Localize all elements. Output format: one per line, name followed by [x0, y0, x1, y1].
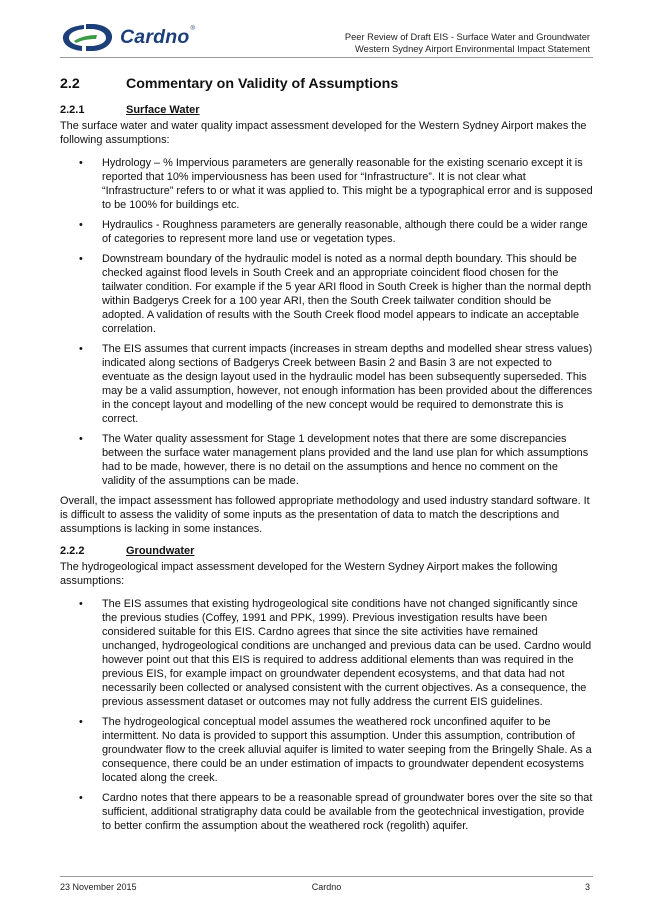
list-item: • Downstream boundary of the hydraulic model is noted as a normal depth boundary. This should be checked against flood levels in South Creek and an appropriate coincident flood chosen for the tailwater condition. For example if the 5 year ARI flood in South Creek is higher than the normal depth within Badgerys Creek for a 100 year ARI, then the South Creek tailwater condition should be adopted. A validation of results with the South Creek flood model appears to indicate an acceptable correlation.	[79, 253, 592, 335]
bullet-icon: •	[79, 219, 83, 231]
footer-date: 23 November 2015	[60, 882, 137, 892]
surface-water-conclusion: Overall, the impact assessment has followed appropriate methodology and used industry standard software. It is difficult to assess the validity of some inputs as the presentation of data to match the descriptions and assumptions is lacking in some instances.	[60, 495, 590, 535]
section-heading	[60, 76, 593, 92]
logo-registered-mark: ®	[190, 26, 195, 32]
bullet-icon: •	[79, 598, 83, 610]
subsection-number: 2.2.1	[60, 104, 85, 116]
bullet-icon: •	[79, 343, 83, 355]
list-item: • Cardno notes that there appears to be a reasonable spread of groundwater bores over the site so that sufficient, additional stratigraphy data could be available from the geotechnical investigation, provide to better confirm the assumption about the weathered rock (regolith) aquifer.	[79, 792, 593, 832]
document-header-title	[345, 32, 590, 55]
subsection-title: Groundwater	[126, 545, 195, 557]
bullet-icon: •	[79, 157, 83, 169]
list-item: • The hydrogeological conceptual model assumes the weathered rock unconfined aquifer to be intermittent. No data is provided to support this assumption. Under this assumption, contribution of groundwater flow to the creek alluvial aquifer is limited to water seeping from the Bringelly Shale. As a consequence, there could be an under estimation of impacts to groundwater dependent ecosystems located along the creek.	[79, 716, 592, 784]
footer-company: Cardno	[311, 882, 342, 892]
groundwater-intro: The hydrogeological impact assessment developed for the Western Sydney Airport makes the following assumptions:	[60, 561, 558, 587]
footer-divider	[60, 876, 593, 877]
list-item: • The Water quality assessment for Stage 1 development notes that there are some discrepancies between the surface water management plans provided and the land use plan for which assumptions had to be made, however, there is no detail on the assumptions and hence no comment on the validity of the assumptions can be made.	[79, 433, 589, 487]
header-title-line-2: Western Sydney Airport Environmental Impact Statement	[355, 43, 590, 54]
bullet-icon: •	[79, 716, 83, 728]
page-content	[60, 76, 593, 839]
bullet-icon: •	[79, 433, 83, 445]
subsection-heading-surface-water	[60, 104, 593, 116]
subsection-heading-groundwater	[60, 545, 593, 557]
groundwater-assumptions-list	[60, 597, 593, 833]
list-item: • Hydraulics - Roughness parameters are generally reasonable, although there could be a wider range of categories to represent more land use or vegetation types.	[79, 219, 588, 245]
logo-wordmark: Cardno	[120, 25, 190, 48]
section-number: 2.2	[60, 76, 80, 92]
surface-water-assumptions-list	[60, 156, 593, 488]
list-item: • Hydrology – % Impervious parameters are generally reasonable for the existing scenario except it is reported that 10% imperviousness has been used for “Infrastructure”. It is not clear what “Infrastructure” refers to or what it was applied to. This might be a typographical error and is supposed to be 100% for buildings etc.	[79, 157, 593, 211]
cardno-logo	[60, 20, 210, 54]
subsection-title: Surface Water	[126, 104, 200, 116]
list-item: • The EIS assumes that existing hydrogeological site conditions have not changed significantly since the previous studies (Coffey, 1991 and PPK, 1999). Previous investigation results have been considered suitable for this EIS. Cardno agrees that since the site activities have remained unchanged, hydrogeological conditions are unchanged and previous data can be used. Cardno would however point out that this EIS is required to address additional elements than was required in the previous EIS, for example impact on groundwater dependent ecosystems, and that data had not necessarily been collected or analysed consistent with the current objectives. As a consequence, the previous assessment dataset or outcomes may not fully address the current EIS guidelines.	[79, 598, 592, 708]
surface-water-intro: The surface water and water quality impact assessment developed for the Western Sydney Airport makes the following assumptions:	[60, 120, 587, 146]
header-title-line-1: Peer Review of Draft EIS - Surface Water and Groundwater	[344, 32, 590, 42]
page-number: 3	[584, 882, 590, 892]
bullet-icon: •	[79, 253, 83, 265]
subsection-number: 2.2.2	[60, 545, 85, 557]
cardno-swoosh-icon	[60, 20, 116, 54]
section-title: Commentary on Validity of Assumptions	[126, 76, 399, 92]
header-divider	[60, 57, 593, 58]
bullet-icon: •	[79, 792, 83, 804]
list-item: • The EIS assumes that current impacts (increases in stream depths and modelled shear stress values) indicated along sections of Badgerys Creek between Basin 2 and Basin 3 are not expected to eventuate as the design layout used in the hydraulic model has been subsequently superseded. This may be a valid assumption, however, not enough information has been provided about the differences in the concept layout and modelling of the new concept would be required to demonstrate this is correct.	[79, 343, 593, 425]
